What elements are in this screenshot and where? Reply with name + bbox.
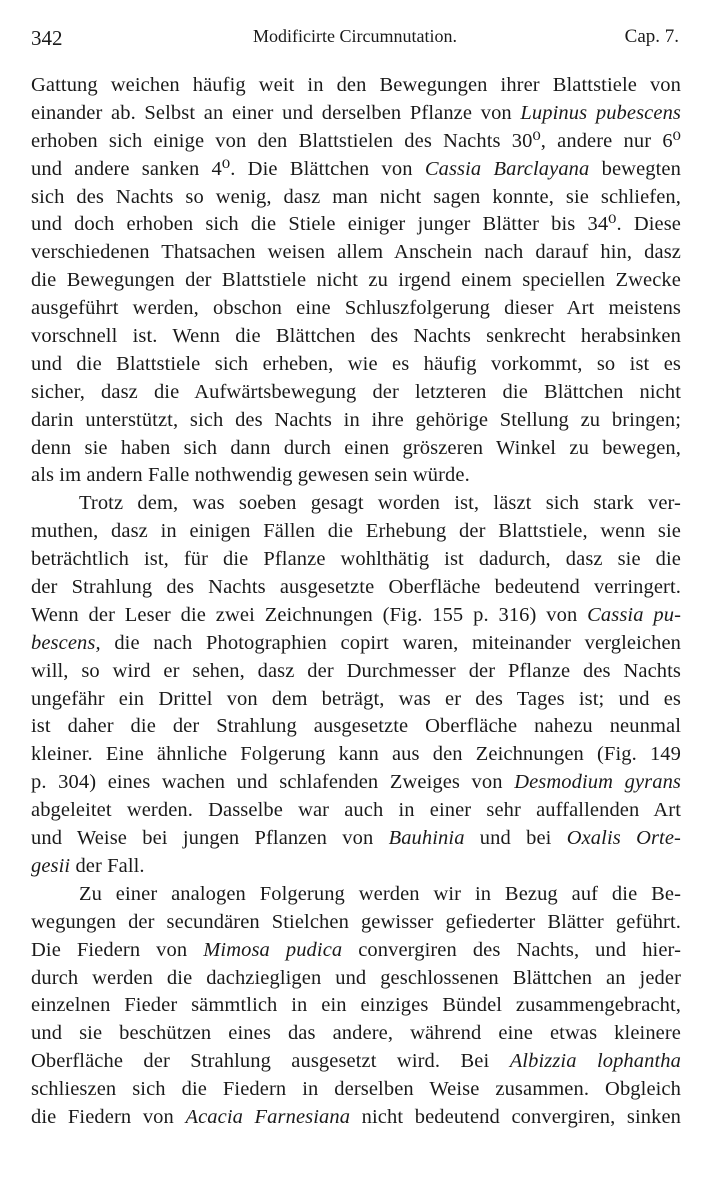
- text-run: will, so wird er sehen, dasz der Durchmesser der Pflanze des Nachts: [31, 659, 681, 682]
- text-line: [31, 211, 681, 239]
- text-line: [31, 769, 681, 797]
- text-run: ausgeführt werden, obschon eine Schluszfolgerung dieser Art meistens: [31, 297, 681, 320]
- text-run: verschiedenen Thatsachen weisen allem Anschein nach darauf hin, dasz: [31, 241, 681, 264]
- text-run: Trotz dem, was soeben gesagt worden ist, läszt sich stark ver-: [79, 492, 681, 515]
- text-run: Zu einer analogen Folgerung werden wir in Bezug auf die Be-: [79, 882, 681, 905]
- text-run: die nach Photographien copirt waren, miteinander vergleichen: [100, 631, 681, 654]
- text-run: sicher, dasz die Aufwärtsbewegung der letzteren die Blättchen nicht: [31, 380, 681, 403]
- text-run: wegungen der secundären Stielchen gewisser gefiederter Blätter geführt.: [31, 910, 681, 933]
- text-run: die Bewegungen der Blattstiele nicht zu irgend einem speciellen Zwecke: [31, 269, 681, 292]
- text-line: [31, 965, 681, 993]
- text-run: und Weise bei jungen Pflanzen von: [31, 827, 389, 850]
- running-title: Modificirte Circumnutation.: [253, 26, 457, 46]
- text-run: Die Fiedern von: [31, 938, 204, 961]
- text-line: [31, 72, 681, 100]
- text-line: [31, 686, 681, 714]
- text-run: einander ab. Selbst an einer und derselben Pflanze von: [31, 101, 521, 124]
- text-line: [31, 490, 681, 518]
- italic-term: Oxalis Orte-: [566, 827, 681, 850]
- text-run: der Strahlung des Nachts ausgesetzte Oberfläche bedeutend verringert.: [31, 576, 681, 599]
- text-run: schlieszen sich die Fiedern in derselben Weise zusammen. Obgleich: [31, 1078, 681, 1101]
- italic-term: Albizzia lophantha: [509, 1050, 681, 1073]
- text-run: sich des Nachts so wenig, dasz man nicht sagen konnte, sie schliefen,: [31, 185, 681, 208]
- text-line: [31, 184, 681, 212]
- text-run: nicht bedeutend convergiren, sinken: [350, 1105, 681, 1128]
- text-line: [31, 100, 681, 128]
- text-line: [31, 518, 681, 546]
- text-line: [31, 379, 681, 407]
- italic-term: Mimosa pudica: [203, 938, 343, 961]
- text-run: kleiner. Eine ähnliche Folgerung kann aus den Zeichnungen (Fig. 149: [31, 743, 681, 766]
- text-run: der Fall.: [70, 854, 145, 877]
- text-line: [31, 323, 681, 351]
- text-line: [31, 128, 681, 156]
- text-run: einzelnen Fieder sämmtlich in ein einziges Bündel zusammengebracht,: [31, 994, 681, 1017]
- text-run: ungefähr ein Drittel von dem beträgt, was er des Tages ist; und es: [31, 687, 681, 710]
- text-line: [31, 574, 681, 602]
- page-number: 342: [31, 26, 63, 50]
- text-run: vorschnell ist. Wenn die Blättchen des Nachts senkrecht herabsinken: [31, 325, 681, 348]
- italic-term: bescens,: [31, 631, 101, 654]
- text-run: darin unterstützt, sich des Nachts in ihre gehörige Stellung zu bringen;: [31, 408, 681, 431]
- text-line: [31, 741, 681, 769]
- text-run: ist daher die der Strahlung ausgesetzte Oberfläche nahezu neunmal: [31, 715, 681, 738]
- text-run: und sie beschützen eines das andere, während eine etwas kleinere: [31, 1022, 681, 1045]
- text-line: [31, 407, 681, 435]
- text-run: convergiren des Nachts, und hier-: [342, 938, 681, 961]
- text-run: als im andern Falle nothwendig gewesen sein würde.: [31, 464, 470, 487]
- text-line: [31, 1076, 681, 1104]
- italic-term: Cassia pu-: [587, 603, 681, 626]
- italic-term: Cassia Barclayana: [424, 157, 590, 180]
- text-run: die Fiedern von: [31, 1105, 186, 1128]
- text-line: [31, 602, 681, 630]
- text-line: [31, 435, 681, 463]
- text-run: und doch erhoben sich die Stiele einiger junger Blätter bis 34⁰. Diese: [31, 213, 681, 236]
- text-run: Oberfläche der Strahlung ausgesetzt wird. Bei: [31, 1050, 510, 1073]
- text-line: [31, 992, 681, 1020]
- chapter-label: Cap. 7.: [624, 26, 679, 47]
- body-text: [31, 72, 681, 1132]
- text-line: [31, 1104, 681, 1132]
- text-run: beträchtlich ist, für die Pflanze wohlthätig ist dadurch, dasz sie die: [31, 548, 681, 571]
- text-line: [31, 546, 681, 574]
- text-line: [31, 825, 681, 853]
- text-run: denn sie haben sich dann durch einen gröszeren Winkel zu bewegen,: [31, 436, 681, 459]
- text-line: [31, 630, 681, 658]
- text-run: und andere sanken 4⁰. Die Blättchen von: [31, 157, 425, 180]
- italic-term: Bauhinia: [388, 827, 465, 850]
- text-run: p. 304) eines wachen und schlafenden Zweiges von: [31, 771, 515, 794]
- text-run: Wenn der Leser die zwei Zeichnungen (Fig. 155 p. 316) von: [31, 603, 588, 626]
- text-run: erhoben sich einige von den Blattstielen des Nachts 30⁰, andere nur 6⁰: [31, 129, 681, 152]
- text-line: [31, 853, 681, 881]
- page-header: [31, 26, 679, 56]
- text-line: [31, 1048, 681, 1076]
- italic-term: Acacia Farnesiana: [185, 1105, 351, 1128]
- italic-term: gesii: [31, 854, 71, 877]
- text-line: [31, 267, 681, 295]
- italic-term: Lupinus pubescens: [520, 101, 681, 124]
- italic-term: Desmodium gyrans: [514, 771, 681, 794]
- text-run: bewegten: [589, 157, 681, 180]
- text-line: [31, 156, 681, 184]
- text-line: [31, 881, 681, 909]
- text-run: durch werden die dachziegligen und geschlossenen Blättchen an jeder: [31, 966, 681, 989]
- text-run: abgeleitet werden. Dasselbe war auch in einer sehr auffallenden Art: [31, 799, 681, 822]
- text-line: [31, 797, 681, 825]
- text-run: muthen, dasz in einigen Fällen die Erhebung der Blattstiele, wenn sie: [31, 520, 681, 543]
- text-line: [31, 462, 681, 490]
- text-run: und die Blattstiele sich erheben, wie es häufig vorkommt, so ist es: [31, 352, 681, 375]
- text-line: [31, 937, 681, 965]
- text-line: [31, 909, 681, 937]
- text-line: [31, 1020, 681, 1048]
- text-line: [31, 351, 681, 379]
- text-line: [31, 658, 681, 686]
- text-run: Gattung weichen häufig weit in den Bewegungen ihrer Blattstiele von: [31, 74, 681, 96]
- text-line: [31, 295, 681, 323]
- text-line: [31, 239, 681, 267]
- text-line: [31, 713, 681, 741]
- text-run: und bei: [464, 827, 567, 850]
